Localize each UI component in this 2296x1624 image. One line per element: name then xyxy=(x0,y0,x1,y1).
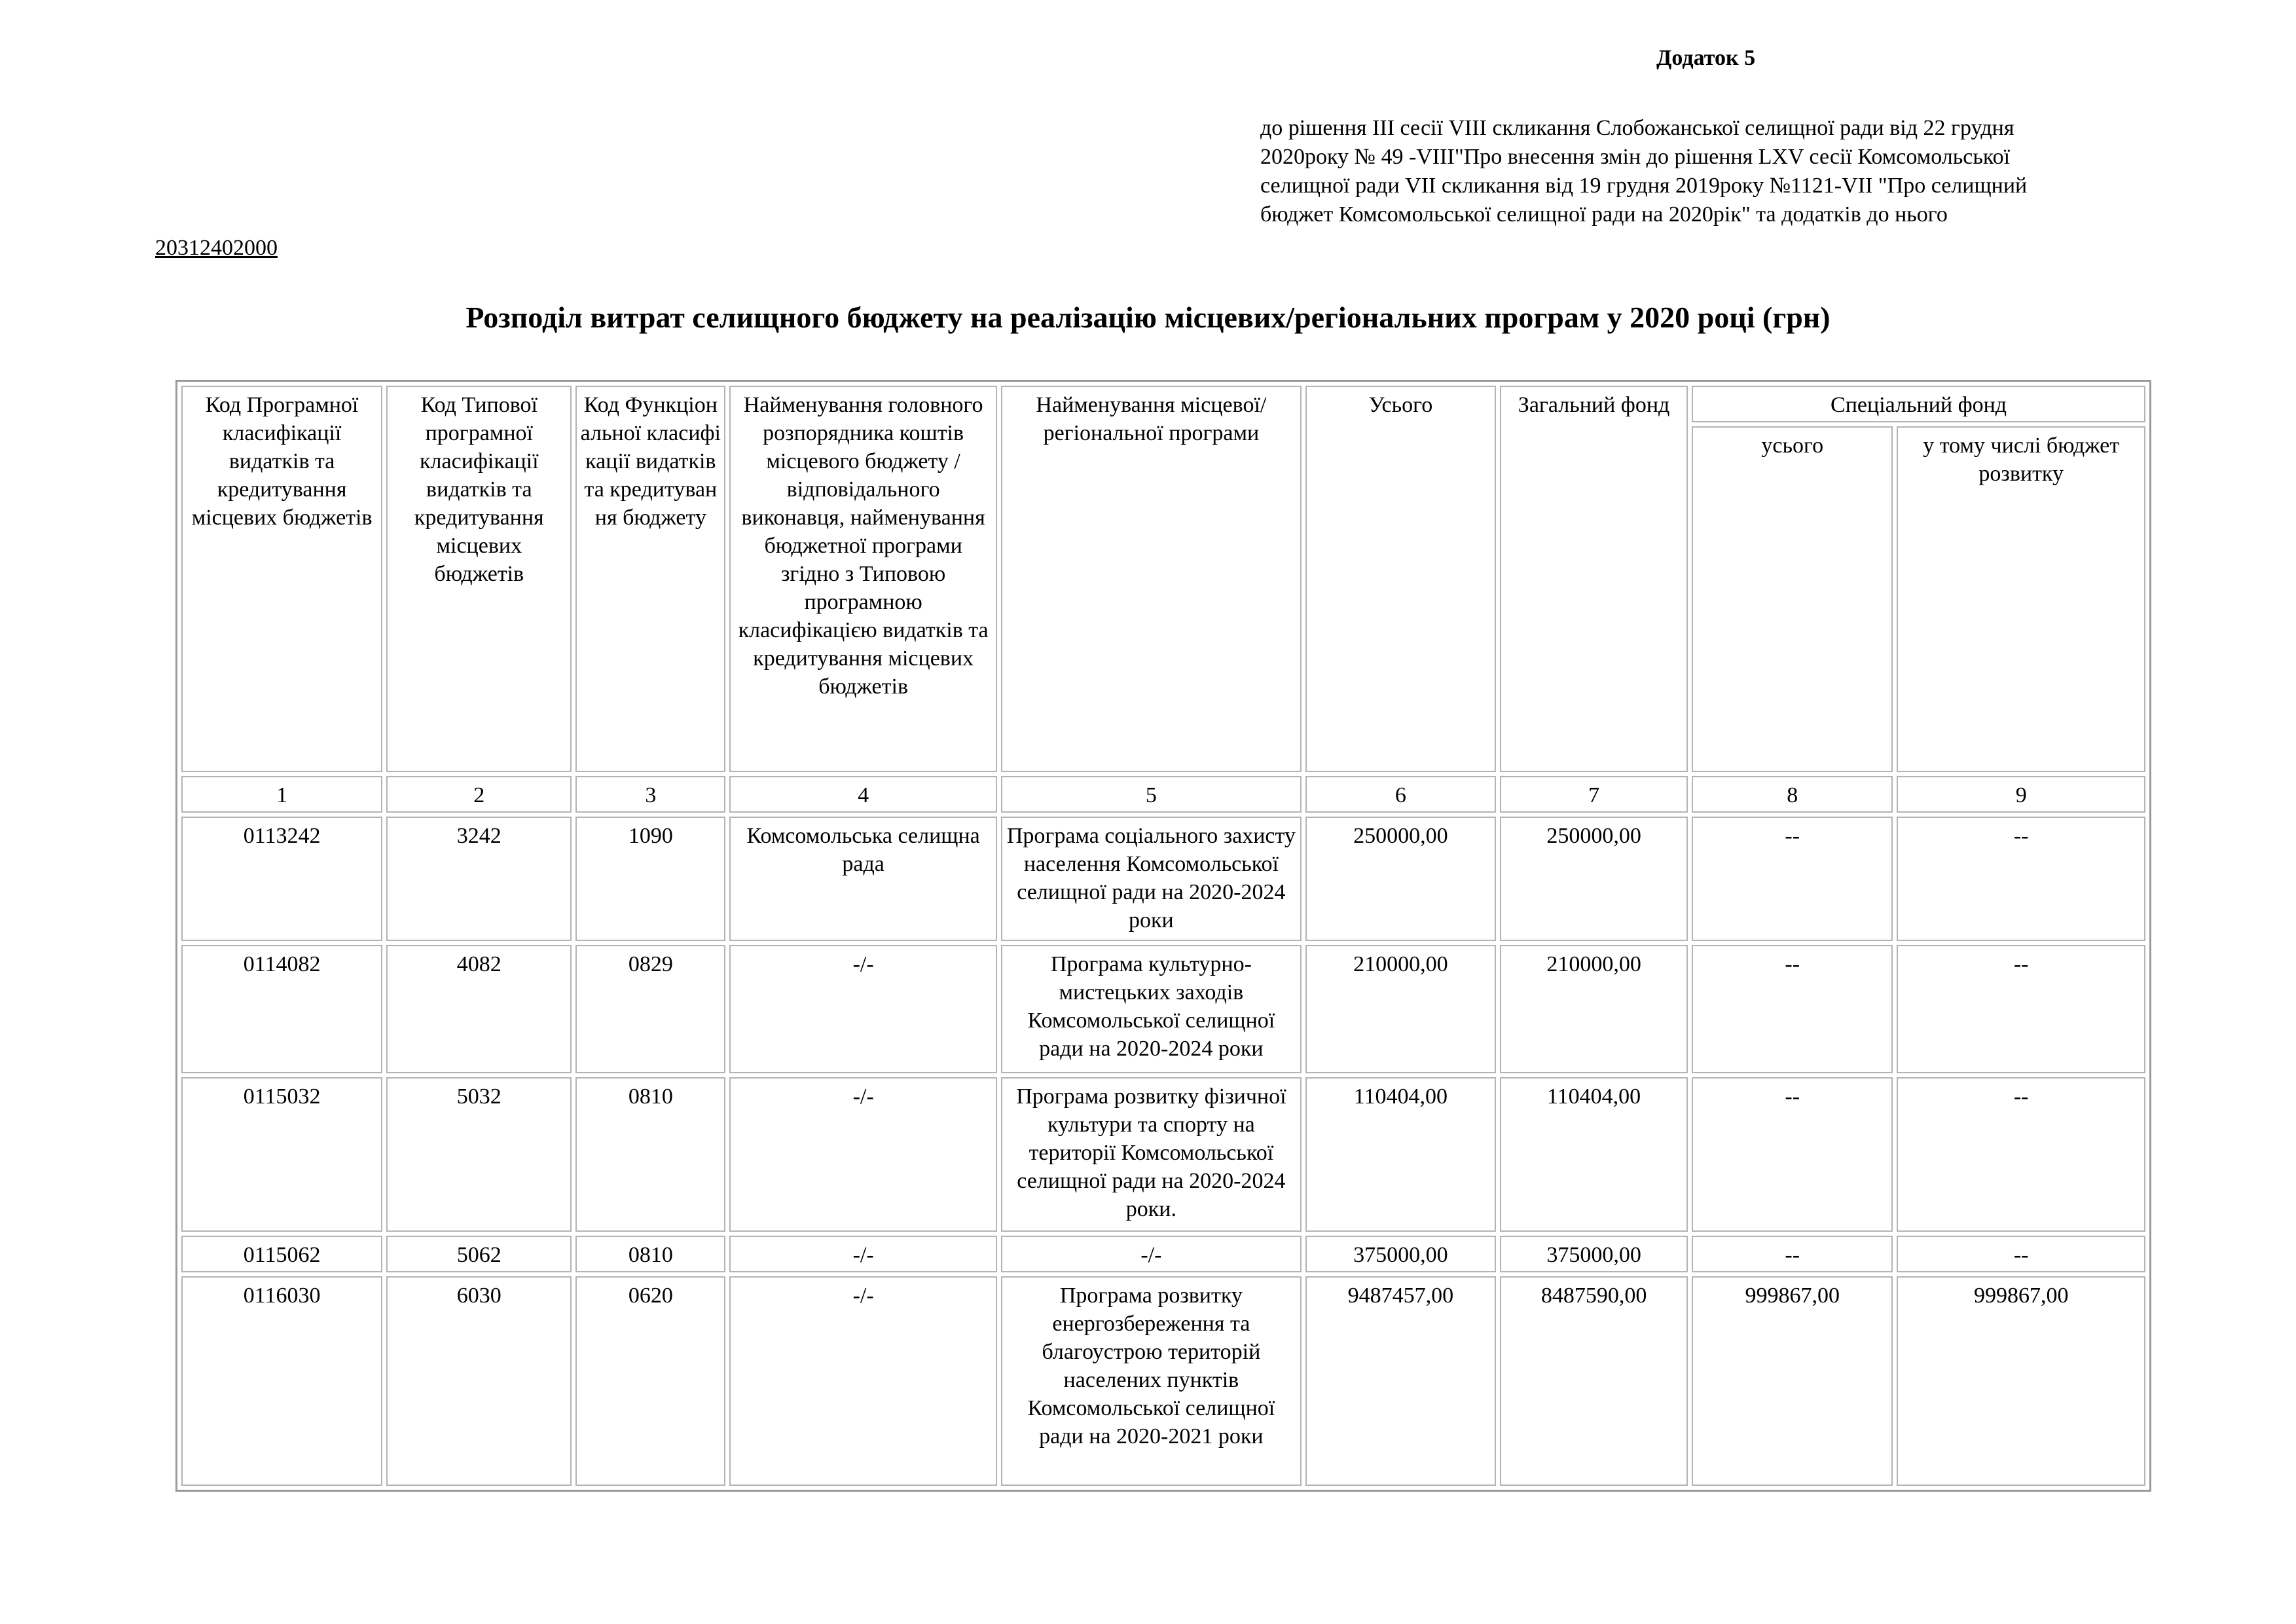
program-name: Програма розвитку енергозбереження та благоустрою територій населених пунктів Комсомольської селищної ради на 2020-2021 роки xyxy=(1001,1276,1302,1486)
program-code: 0115032 xyxy=(181,1077,382,1232)
header-general-fund: Загальний фонд xyxy=(1500,386,1688,772)
special-total: 999867,00 xyxy=(1692,1276,1893,1486)
typical-code: 3242 xyxy=(386,817,572,941)
table-row xyxy=(181,1236,2145,1272)
development-budget: 999867,00 xyxy=(1897,1276,2145,1486)
functional-code: 0810 xyxy=(575,1236,725,1272)
col-number: 6 xyxy=(1305,776,1496,813)
header-total: Усього xyxy=(1305,386,1496,772)
col-number: 9 xyxy=(1897,776,2145,813)
decision-line: бюджет Комсомольської селищної ради на 2020рік" та додатків до нього xyxy=(1260,202,1948,227)
table-row xyxy=(181,945,2145,1073)
header-special-total: усього xyxy=(1692,426,1893,772)
development-budget: -- xyxy=(1897,1077,2145,1232)
development-budget: -- xyxy=(1897,1236,2145,1272)
manager: -/- xyxy=(729,945,997,1073)
header-program-code: Код Програмної класифікації видатків та кредитування місцевих бюджетів xyxy=(181,386,382,772)
program-code: 0116030 xyxy=(181,1276,382,1486)
typical-code: 4082 xyxy=(386,945,572,1073)
page-title: Розподіл витрат селищного бюджету на реалізацію місцевих/регіональних програм у 2020 році (грн) xyxy=(465,301,1831,334)
total: 210000,00 xyxy=(1305,945,1496,1073)
header-typical-code: Код Типової програмної класифікації видатків та кредитування місцевих бюджетів xyxy=(386,386,572,772)
general-fund: 375000,00 xyxy=(1500,1236,1688,1272)
manager: Комсомольська селищна рада xyxy=(729,817,997,941)
col-number: 7 xyxy=(1500,776,1688,813)
decision-line: до рішення ІІІ сесії VIII скликання Слобожанської селищної ради від 22 грудня xyxy=(1260,116,2014,140)
decision-line: 2020року № 49 -VIII"Про внесення змін до рішення LXV сесії Комсомольської xyxy=(1260,145,2011,169)
program-name: -/- xyxy=(1001,1236,1302,1272)
total: 375000,00 xyxy=(1305,1236,1496,1272)
table-row xyxy=(181,817,2145,941)
general-fund: 250000,00 xyxy=(1500,817,1688,941)
column-number-row xyxy=(181,776,2145,813)
development-budget: -- xyxy=(1897,945,2145,1073)
functional-code: 0829 xyxy=(575,945,725,1073)
manager: -/- xyxy=(729,1236,997,1272)
development-budget: -- xyxy=(1897,817,2145,941)
general-fund: 210000,00 xyxy=(1500,945,1688,1073)
typical-code: 6030 xyxy=(386,1276,572,1486)
general-fund: 110404,00 xyxy=(1500,1077,1688,1232)
header-functional-code: Код Функціональної класифікації видатків та кредитування бюджету xyxy=(575,386,725,772)
total: 9487457,00 xyxy=(1305,1276,1496,1486)
header-development-budget: у тому числі бюджет розвитку xyxy=(1897,426,2145,772)
header-program-name: Найменування місцевої/регіональної програми xyxy=(1001,386,1302,772)
decision-reference xyxy=(1260,114,2138,229)
functional-code: 0620 xyxy=(575,1276,725,1486)
col-number: 1 xyxy=(181,776,382,813)
special-total: -- xyxy=(1692,1236,1893,1272)
appendix-label: Додаток 5 xyxy=(1656,46,1756,70)
program-code: 0115062 xyxy=(181,1236,382,1272)
functional-code: 0810 xyxy=(575,1077,725,1232)
expenditure-table xyxy=(175,380,2151,1492)
table-row xyxy=(181,1276,2145,1486)
program-code: 0113242 xyxy=(181,817,382,941)
total: 250000,00 xyxy=(1305,817,1496,941)
general-fund: 8487590,00 xyxy=(1500,1276,1688,1486)
manager: -/- xyxy=(729,1276,997,1486)
special-total: -- xyxy=(1692,945,1893,1073)
program-name: Програма розвитку фізичної культури та спорту на території Комсомольської селищної ради на 2020-2024 роки. xyxy=(1001,1077,1302,1232)
functional-code: 1090 xyxy=(575,817,725,941)
budget-code: 20312402000 xyxy=(155,236,278,260)
program-code: 0114082 xyxy=(181,945,382,1073)
program-name: Програма культурно-мистецьких заходів Комсомольської селищної ради на 2020-2024 роки xyxy=(1001,945,1302,1073)
manager: -/- xyxy=(729,1077,997,1232)
special-total: -- xyxy=(1692,1077,1893,1232)
header-row xyxy=(181,386,2145,422)
col-number: 5 xyxy=(1001,776,1302,813)
decision-line: селищної ради VII скликання від 19 грудня 2019року №1121-VII "Про селищний xyxy=(1260,174,2028,198)
typical-code: 5032 xyxy=(386,1077,572,1232)
col-number: 3 xyxy=(575,776,725,813)
table-row xyxy=(181,1077,2145,1232)
typical-code: 5062 xyxy=(386,1236,572,1272)
program-name: Програма соціального захисту населення Комсомольської селищної ради на 2020-2024 роки xyxy=(1001,817,1302,941)
col-number: 8 xyxy=(1692,776,1893,813)
col-number: 2 xyxy=(386,776,572,813)
total: 110404,00 xyxy=(1305,1077,1496,1232)
header-manager: Найменування головного розпорядника коштів місцевого бюджету / відповідального виконавця, найменування бюджетної програми згідно з Типовою програмною класифікацією видатків та кредитування місцевих бюджетів xyxy=(729,386,997,772)
header-special-fund: Спеціальний фонд xyxy=(1692,386,2145,422)
special-total: -- xyxy=(1692,817,1893,941)
col-number: 4 xyxy=(729,776,997,813)
